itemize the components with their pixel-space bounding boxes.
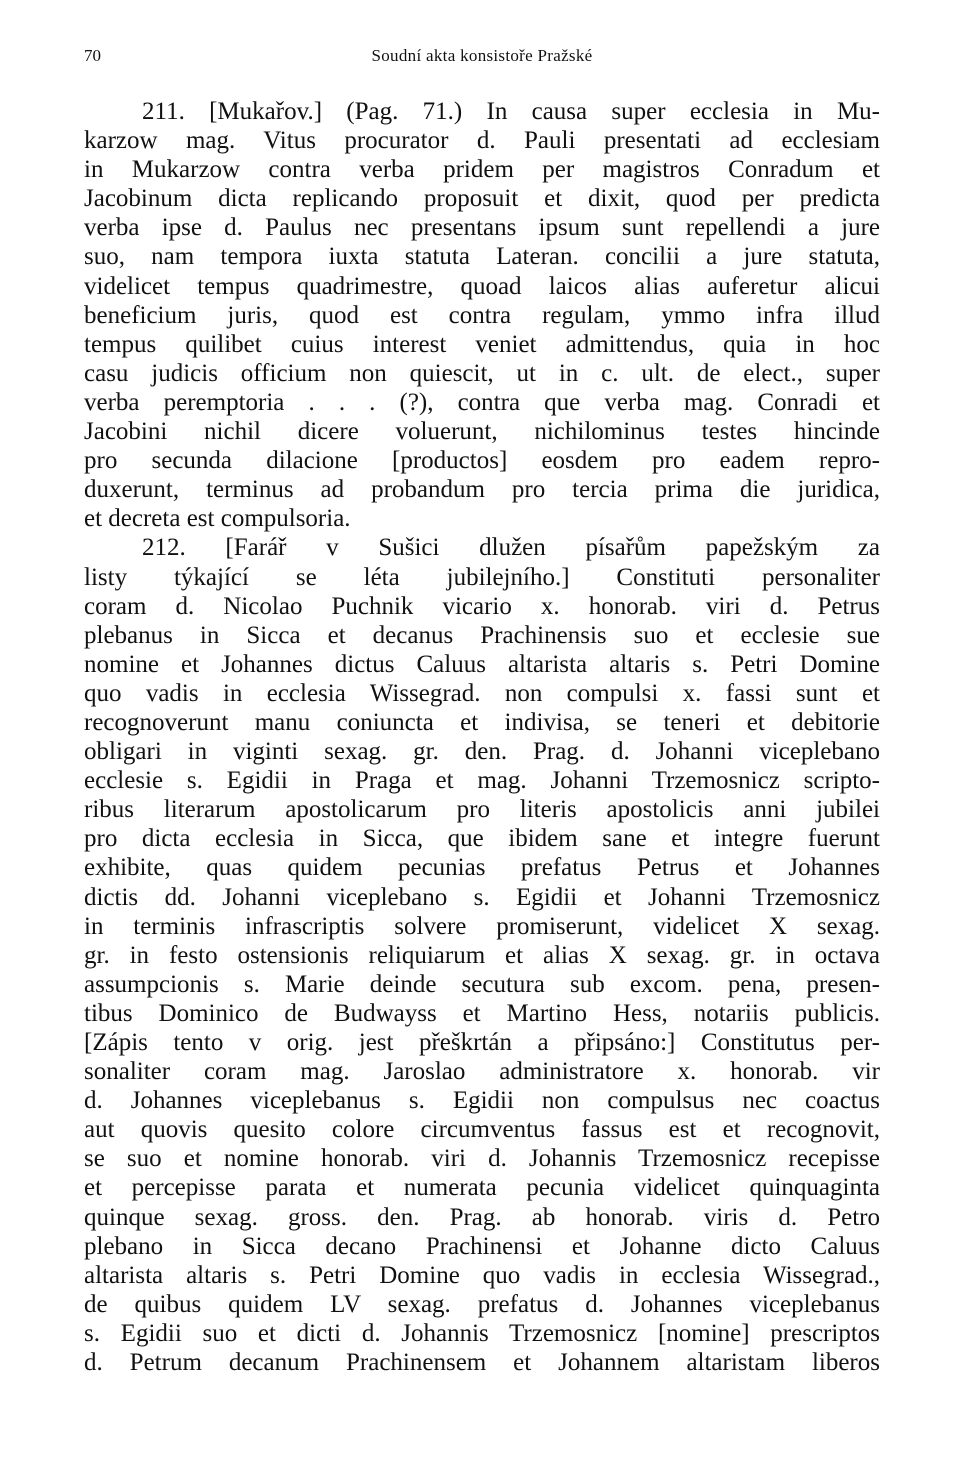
text-line: videlicet tempus quadrimestre, quoad laicos alias auferetur alicui (84, 272, 880, 300)
text-line: aut quovis quesito colore circumventus fassus est et recognovit, (84, 1116, 880, 1144)
text-line: assumpcionis s. Marie deinde secutura sub excom. pena, presen- (84, 970, 880, 998)
text-line: altarista altaris s. Petri Domine quo vadis in ecclesia Wissegrad., (84, 1261, 880, 1289)
text-line: suo, nam tempora iuxta statuta Lateran. concilii a jure statuta, (84, 243, 880, 271)
text-line: Jacobini nichil dicere voluerunt, nichilominus testes hincinde (84, 418, 880, 446)
text-line: in terminis infrascriptis solvere promiserunt, videlicet X sexag. (84, 912, 880, 940)
text-line: ribus literarum apostolicarum pro literis apostolicis anni jubilei (84, 796, 880, 824)
text-line: ecclesie s. Egidii in Praga et mag. Johanni Trzemosnicz scripto- (84, 767, 880, 795)
running-head: Soudní akta konsistoře Pražské (371, 46, 593, 65)
text-line: plebano in Sicca decano Prachinensi et Johanne dicto Caluus (84, 1232, 880, 1260)
text-line: et decreta est compulsoria. (84, 505, 351, 533)
text-line: pro dicta ecclesia in Sicca, que ibidem sane et integre fuerunt (84, 825, 880, 853)
text-line: [Zápis tento v orig. jest přeškrtán a připsáno:] Constitutus per- (84, 1029, 880, 1056)
text-line: recognoverunt manu coniuncta et indivisa, se teneri et debitorie (84, 708, 880, 736)
text-line: beneficium juris, quod est contra regulam, ymmo infra illud (84, 301, 880, 329)
text-line: s. Egidii suo et dicti d. Johannis Trzemosnicz [nomine] prescriptos (84, 1319, 880, 1347)
text-line: plebanus in Sicca et decanus Prachinensis suo et ecclesie sue (84, 621, 880, 649)
text-line: sonaliter coram mag. Jaroslao administratore x. honorab. vir (84, 1058, 880, 1086)
text-line: gr. in festo ostensionis reliquiarum et alias X sexag. gr. in octava (84, 941, 880, 969)
text-line: dictis dd. Johanni viceplebano s. Egidii et Johanni Trzemosnicz (84, 883, 880, 911)
text-line: nomine et Johannes dictus Caluus altarista altaris s. Petri Domine (84, 650, 880, 678)
text-line: verba peremptoria . . . (?), contra que verba mag. Conradi et (84, 388, 880, 416)
text-line: obligari in viginti sexag. gr. den. Prag. d. Johanni viceplebano (84, 738, 880, 766)
text-line: tibus Dominico de Budwayss et Martino Hess, notariis publicis. (84, 999, 880, 1027)
text-line: quo vadis in ecclesia Wissegrad. non compulsi x. fassi sunt et (84, 679, 880, 707)
text-line: duxerunt, terminus ad probandum pro tercia prima die juridica, (84, 476, 880, 504)
body-text (84, 97, 880, 1377)
text-line: de quibus quidem LV sexag. prefatus d. Johannes viceplebanus (84, 1290, 880, 1318)
text-line: se suo et nomine honorab. viri d. Johannis Trzemosnicz recepisse (84, 1145, 880, 1173)
text-line: quinque sexag. gross. den. Prag. ab honorab. viris d. Petro (84, 1203, 880, 1231)
text-line: tempus quilibet cuius interest veniet admittendus, quia in hoc (84, 330, 880, 358)
text-line: coram d. Nicolao Puchnik vicario x. honorab. viri d. Petrus (84, 592, 880, 620)
text-line-entry-211-heading: 211. [Mukařov.] (Pag. 71.) In causa super ecclesia in Mu- (142, 98, 880, 125)
text-line: pro secunda dilacione [productos] eosdem pro eadem repro- (84, 447, 880, 475)
text-line: et percepisse parata et numerata pecunia videlicet quinquaginta (84, 1174, 880, 1202)
text-line: Jacobinum dicta replicando proposuit et dixit, quod per predicta (84, 185, 880, 213)
text-line: verba ipse d. Paulus nec presentans ipsum sunt repellendi a jure (84, 214, 880, 242)
text-line: d. Petrum decanum Prachinensem et Johannem altaristam liberos (84, 1349, 880, 1377)
text-line: casu judicis officium non quiescit, ut in c. ult. de elect., super (84, 359, 880, 387)
text-line: d. Johannes viceplebanus s. Egidii non compulsus nec coactus (84, 1087, 880, 1115)
text-line: karzow mag. Vitus procurator d. Pauli presentati ad ecclesiam (84, 127, 880, 155)
text-line: in Mukarzow contra verba pridem per magistros Conradum et (84, 156, 880, 184)
text-line: listy týkající se léta jubilejního.] Constituti personaliter (84, 563, 880, 591)
text-line-entry-212-heading: 212. [Farář v Sušici dlužen písařům papežským za (142, 534, 880, 562)
page-header (84, 46, 880, 72)
text-line: exhibite, quas quidem pecunias prefatus Petrus et Johannes (84, 854, 880, 882)
page-number: 70 (84, 46, 101, 65)
